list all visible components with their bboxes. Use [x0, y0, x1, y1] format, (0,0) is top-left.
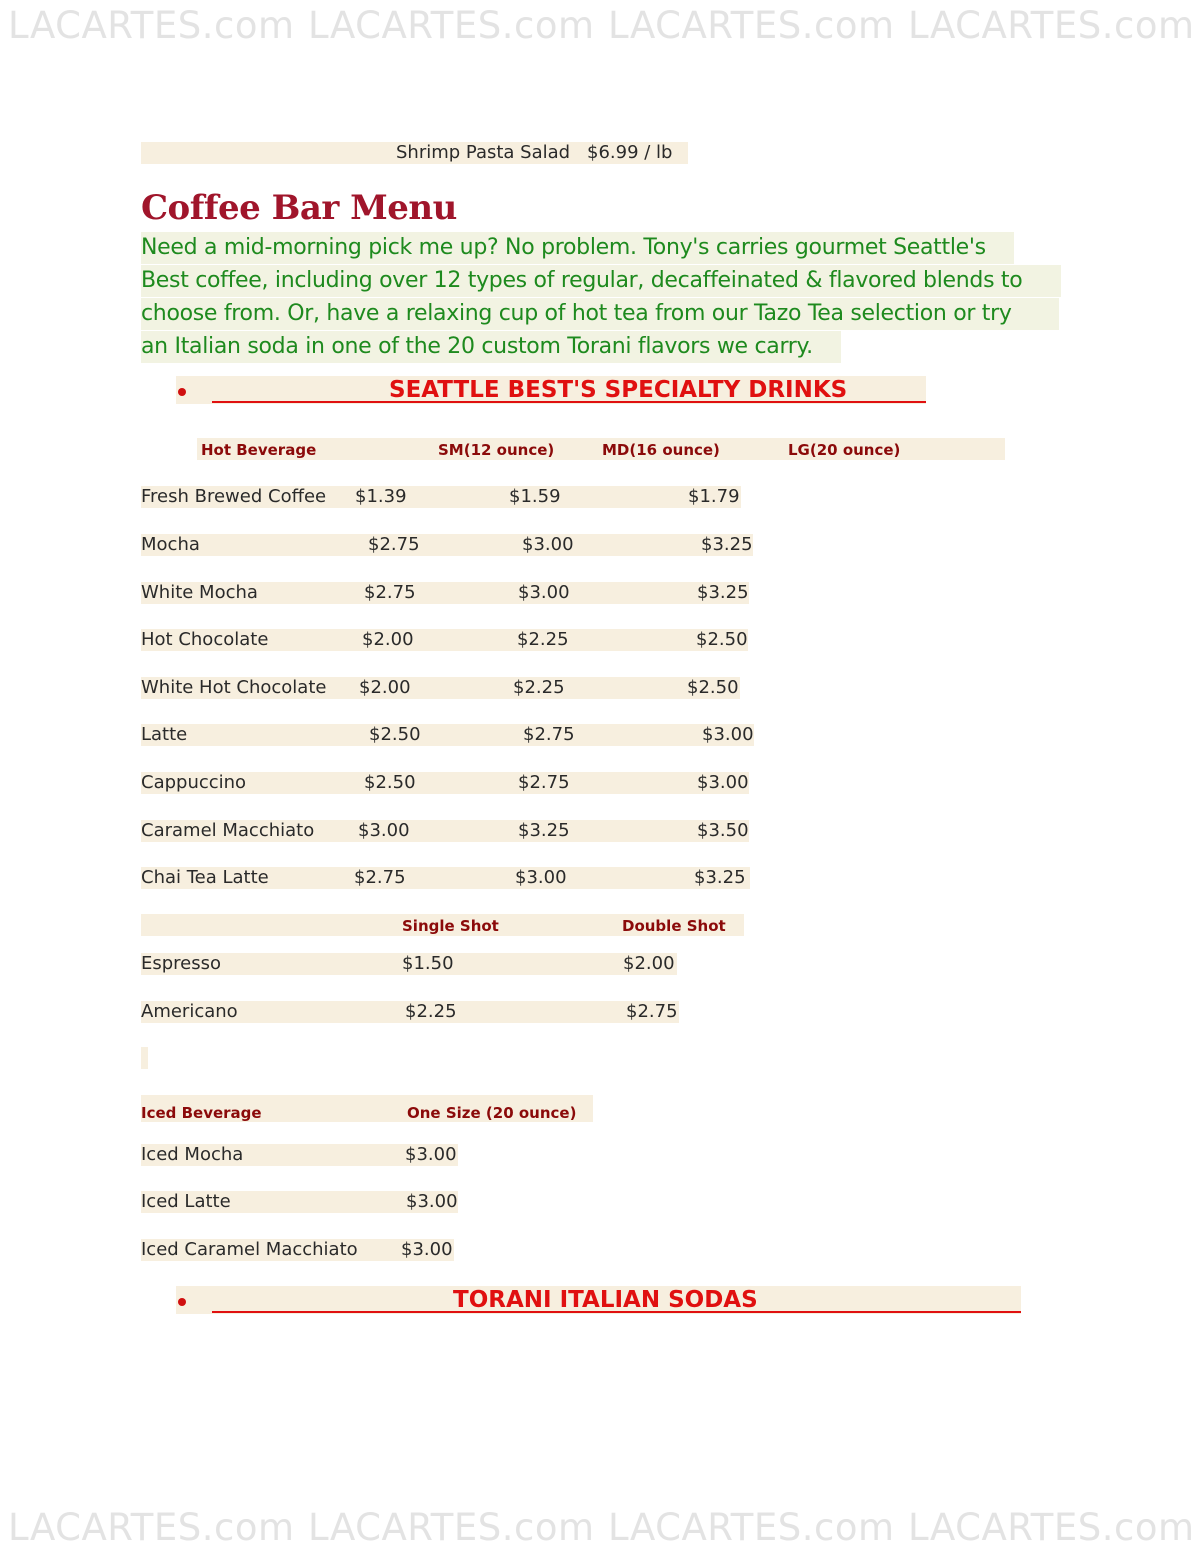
top-item-price: $6.99 / lb	[587, 142, 673, 163]
price-lg: $3.25	[697, 582, 749, 603]
price-sm: $2.75	[354, 867, 406, 888]
price-double: $2.00	[623, 953, 675, 974]
price-lg: $3.50	[697, 820, 749, 841]
watermark-text: LACARTES.com	[908, 1506, 1195, 1549]
intro-line: Need a mid-morning pick me up? No problem. Tony's carries gourmet Seattle's	[141, 235, 986, 260]
bullet-icon	[178, 1298, 186, 1306]
top-item-label: Shrimp Pasta Salad	[396, 142, 571, 163]
price-single: $1.50	[402, 953, 454, 974]
intro-line: an Italian soda in one of the 20 custom Torani flavors we carry.	[141, 334, 813, 359]
col-header-one-size: One Size (20 ounce)	[407, 1104, 577, 1122]
price-single: $2.25	[405, 1001, 457, 1022]
watermark-text: LACARTES.com	[8, 1506, 295, 1549]
watermark-text: LACARTES.com	[608, 4, 895, 47]
col-header-hot-beverage: Hot Beverage	[201, 441, 317, 459]
item-name: Iced Caramel Macchiato	[141, 1239, 358, 1260]
price-lg: $2.50	[687, 677, 739, 698]
col-header-md: MD(16 ounce)	[602, 441, 720, 459]
watermark-top	[0, 4, 1200, 54]
price-md: $3.00	[522, 534, 574, 555]
col-header-iced-beverage: Iced Beverage	[141, 1104, 262, 1122]
price-lg: $2.50	[696, 629, 748, 650]
item-name: Caramel Macchiato	[141, 820, 315, 841]
watermark-text: LACARTES.com	[908, 4, 1195, 47]
price-md: $2.25	[517, 629, 569, 650]
price-sm: $2.50	[364, 772, 416, 793]
item-name: Mocha	[141, 534, 200, 555]
bullet-icon	[178, 388, 186, 396]
price-lg: $3.25	[694, 867, 746, 888]
item-name: Espresso	[141, 953, 222, 974]
watermark-text: LACARTES.com	[308, 1506, 595, 1549]
col-header-single-shot: Single Shot	[402, 917, 499, 935]
price-md: $2.75	[518, 772, 570, 793]
item-name: Latte	[141, 724, 188, 745]
section-heading-sodas: TORANI ITALIAN SODAS	[453, 1287, 758, 1313]
col-header-sm: SM(12 ounce)	[438, 441, 555, 459]
price-sm: $1.39	[355, 486, 407, 507]
price-lg: $1.79	[688, 486, 740, 507]
item-name: Cappuccino	[141, 772, 247, 793]
price-sm: $2.50	[369, 724, 421, 745]
price-md: $3.00	[515, 867, 567, 888]
price-md: $2.25	[513, 677, 565, 698]
price-one-size: $3.00	[405, 1144, 457, 1165]
section-heading-specialty: SEATTLE BEST'S SPECIALTY DRINKS	[389, 377, 848, 403]
item-name: White Hot Chocolate	[141, 677, 327, 698]
item-name: Iced Latte	[141, 1191, 231, 1212]
item-name: Fresh Brewed Coffee	[141, 486, 327, 507]
price-md: $1.59	[509, 486, 561, 507]
item-name: White Mocha	[141, 582, 258, 603]
spacer-band	[141, 1047, 148, 1069]
watermark-text: LACARTES.com	[608, 1506, 895, 1549]
price-lg: $3.00	[702, 724, 754, 745]
item-name: Chai Tea Latte	[141, 867, 269, 888]
watermark-text: LACARTES.com	[8, 4, 295, 47]
price-sm: $2.75	[364, 582, 416, 603]
item-name: Hot Chocolate	[141, 629, 269, 650]
price-one-size: $3.00	[406, 1191, 458, 1212]
item-name: Iced Mocha	[141, 1144, 244, 1165]
intro-line: Best coffee, including over 12 types of regular, decaffeinated & flavored blends to	[141, 268, 1023, 293]
page-title: Coffee Bar Menu	[141, 188, 457, 228]
price-one-size: $3.00	[401, 1239, 453, 1260]
price-sm: $2.00	[362, 629, 414, 650]
price-sm: $2.00	[359, 677, 411, 698]
col-header-double-shot: Double Shot	[622, 917, 726, 935]
price-sm: $2.75	[368, 534, 420, 555]
intro-line: choose from. Or, have a relaxing cup of hot tea from our Tazo Tea selection or try	[141, 301, 1012, 326]
col-header-lg: LG(20 ounce)	[788, 441, 901, 459]
watermark-bottom	[0, 1506, 1200, 1556]
watermark-text: LACARTES.com	[308, 4, 595, 47]
price-sm: $3.00	[358, 820, 410, 841]
price-lg: $3.25	[701, 534, 753, 555]
price-double: $2.75	[626, 1001, 678, 1022]
price-md: $2.75	[523, 724, 575, 745]
price-md: $3.25	[518, 820, 570, 841]
item-name: Americano	[141, 1001, 238, 1022]
price-md: $3.00	[518, 582, 570, 603]
price-lg: $3.00	[697, 772, 749, 793]
